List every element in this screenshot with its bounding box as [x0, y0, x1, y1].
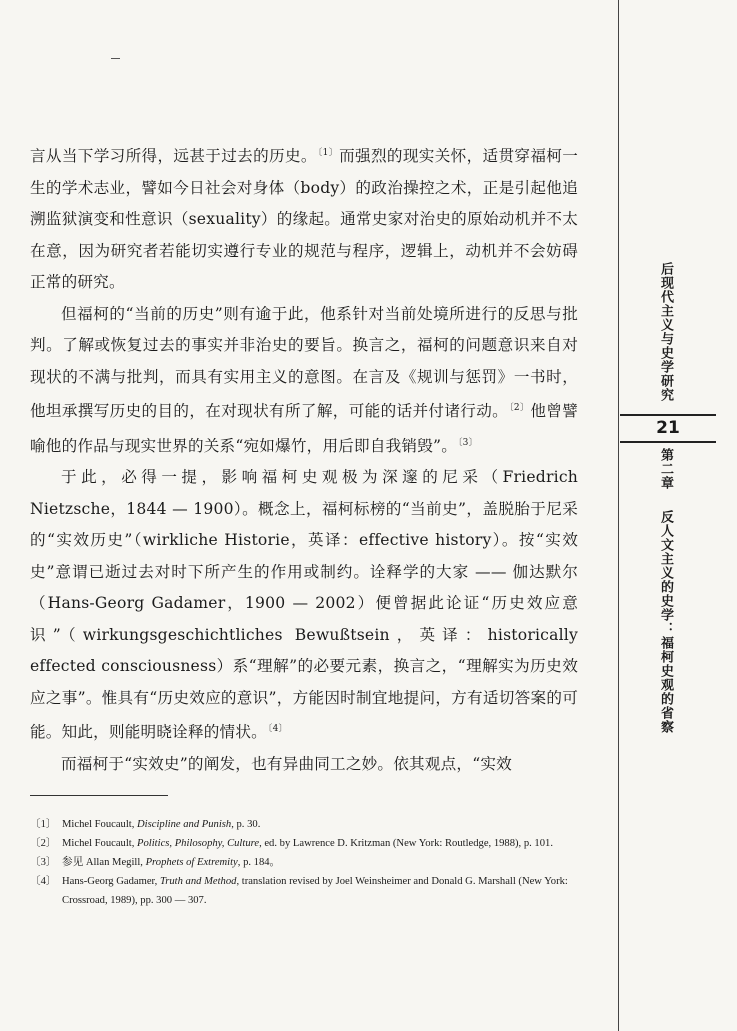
cited-title: Politics, Philosophy, Culture — [137, 838, 260, 849]
chapter-label: 第二章 — [658, 448, 673, 490]
cited-title: Truth and Method — [159, 876, 237, 887]
footnote — [30, 872, 578, 910]
footnote-text — [62, 815, 578, 834]
footnote-marker: 〔1〕 — [317, 148, 339, 158]
page-number: 21 — [656, 418, 680, 438]
citation-text: 参见 Allan Megill, — [62, 857, 146, 868]
footnote-rule — [30, 795, 168, 796]
footnote — [30, 815, 578, 834]
footnote-marker: 〔2〕 — [509, 403, 530, 413]
citation-text: , p. 184。 — [237, 857, 281, 868]
footnote-text — [62, 834, 578, 853]
paragraph — [30, 462, 578, 749]
running-head-chapter — [651, 448, 673, 734]
citation-text: , translation revised by Joel Weinsheimer and Donald G. Marshall (New York: Crossroad, 1989), pp. 300 — 307. — [62, 876, 568, 906]
citation-text: Hans-Georg Gadamer, — [62, 876, 160, 887]
paragraph — [30, 749, 578, 781]
footnote — [30, 853, 578, 872]
cited-title: Prophets of Extremity — [145, 857, 238, 868]
paragraph-text: 但福柯的“当前的历史”则有逾于此，他系针对当前处境所进行的反思与批判。了解或恢复过去的事实并非治史的要旨。换言之，福柯的问题意识来自对现状的不满与批判，而具有实用主义的意图。在言及《规训与惩罚》一书时，他坦承撰写历史的目的，在对现状有所了解，可能的话并付诸行动。 — [30, 304, 578, 420]
footnote-number: 〔3〕 — [30, 857, 57, 868]
citation-text: , p. 30. — [231, 819, 261, 830]
margin-rule — [618, 0, 619, 1031]
main-text — [30, 138, 578, 780]
chapter-title: 反人文主义的史学：福柯史观的省察 — [658, 510, 673, 734]
citation-text: Michel Foucault, — [62, 819, 138, 830]
footnote-number: 〔2〕 — [30, 838, 57, 849]
footnote-marker: 〔4〕 — [267, 724, 288, 734]
citation-text: , ed. by Lawrence D. Kritzman (New York: Routledge, 1988), p. 101. — [259, 838, 553, 849]
page-number-rule-top — [620, 414, 716, 416]
paragraph-text: 而福柯于“实效史”的阐发，也有异曲同工之妙。依其观点，“实效 — [61, 754, 512, 773]
page-number-rule-bottom — [620, 441, 716, 443]
paragraph-text: 言从当下学习所得，远甚于过去的历史。 — [30, 147, 317, 165]
cited-title: Discipline and Punish — [137, 819, 232, 830]
citation-text: Michel Foucault, — [62, 838, 138, 849]
paragraph — [30, 299, 578, 463]
footnote-number: 〔1〕 — [30, 819, 57, 830]
footnote — [30, 834, 578, 853]
footnote-text — [62, 853, 578, 872]
footnote-marker: 〔3〕 — [457, 437, 478, 448]
running-head-book-title: 后现代主义与史学研究 — [658, 262, 673, 402]
scan-mark — [111, 58, 120, 59]
footnotes — [30, 815, 578, 910]
footnote-number: 〔4〕 — [30, 876, 57, 887]
paragraph-text: 他曾譬喻他的作品与现实世界的关系“宛如爆竹，用后即自我销毁”。 — [30, 402, 578, 455]
paragraph — [30, 138, 578, 299]
paragraph-text: 于此，必得一提，影响福柯史观极为深邃的尼采（Friedrich Nietzsche，1844 — 1900）。概念上，福柯标榜的“当前史”，盖脱胎于尼采的“实效历史”（wirkliche Historie，英译：effective history）。按“实效史”意谓已逝过去对时下所产生的作用或制约。诠释学的大家 —— 伽达默尔（Hans-Georg Gadamer，1900 — 2002）便曾据此论证“历史效应意识”（wirkungsgeschichtliches Bewußtsein，英译：historically effected consciousness）系“理解”的必要元素，换言之，“理解实为历史效应之事”。惟具有“历史效应的意识”，方能因时制宜地提问，方有适切答案的可能。知此，则能明晓诠释的情状。 — [30, 468, 578, 741]
paragraph-text: 而强烈的现实关怀，适贯穿福柯一生的学术志业，譬如今日社会对身体（body）的政治操控之术，正是引起他追溯监狱演变和性意识（sexuality）的缘起。通常史家对治史的原始动机并不太在意，因为研究者若能切实遵行专业的规范与程序，逻辑上，动机并不会妨碍正常的研究。 — [30, 147, 578, 291]
footnote-text — [62, 872, 578, 910]
